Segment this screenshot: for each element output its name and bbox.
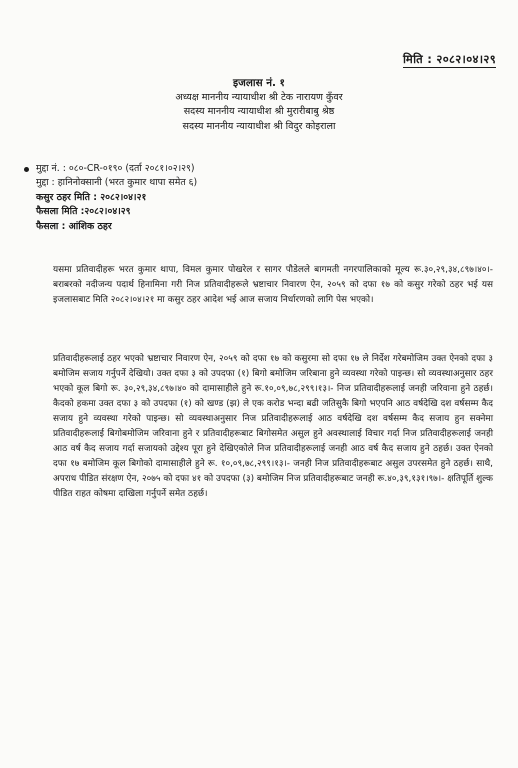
- document-date-text: मिति : २०८२।०४।२९: [402, 52, 496, 66]
- case-subject: मुद्दा : हानिनोक्सानी (भरत कुमार थापा समेत ६): [36, 177, 198, 189]
- paragraph-sentencing: प्रतिवादीहरूलाई ठहर भएको भ्रष्टाचार निवारण ऐन, २०५९ को दफा १७ को कसुरमा सो दफा १७ ले निर्देश गरेबमोजिम उक्त ऐनको दफा ३ बमोजिम सजाय गर्नुपर्ने देखियो। उक्त दफा ३ को उपदफा (१) बिगो बमोजिम जरिबाना हुने व्यवस्था गरेको पाइन्छ। सो व्यवस्थाअनुसार ठहर भएको कूल बिगो रू. ३०,२९,३४,८९७।४० को दामासाहीले हुने रू.१०,०९,७८,२९९।१३।- निज प्रतिवादीहरूलाई जनही जरिवाना हुने ठहर्छ। कैदको हकमा उक्त दफा ३ को उपदफा (१) को खण्ड (झ) ले एक करोड भन्दा बढी जतिसुकै बिगो भएपनि आठ वर्षदेखि दश वर्षसम्म कैद सजाय हुने व्यवस्था गरेको पाइन्छ। सो व्यवस्थाअनुसार निज प्रतिवादीहरूलाई आठ वर्षदेखि दश वर्षसम्म कैद सजाय हुन सक्नेमा प्रतिवादीहरूलाई बिगोबमोजिम जरिवाना हुने र प्रतिवादीहरूबाट बिगोसमेत असुल हुने अवस्थालाई विचार गर्दा निज प्रतिवादीहरूलाई जनही आठ वर्ष कैद सजाय गर्दा सजायको उद्देश्य पूरा हुने देखिएकोले निज प्रतिवादीहरूलाई जनही आठ वर्ष कैद सजाय हुने ठहर्छ। उक्त ऐनको दफा १७ बमोजिम कूल बिगोको दामासाहीले हुने रू. १०,०९,७८,२९९।१३।- जनही निज प्रतिवादीहरूबाट असुल उपरसमेत हुने ठहर्छ। साथै, अपराध पीडित संरक्षण ऐन, २०७५ को दफा ४१ को उपदफा (३) बमोजिम निज प्रतिवादीहरूबाट जनही रू.४०,३९,१३१।९७।- क्षतिपूर्ति शुल्क पीडित राहत कोषमा दाखिला गर्नुपर्ने समेत ठहर्छ।: [53, 354, 493, 499]
- verdict-date: फैसला मिति :२०८२।०४।२९: [36, 206, 131, 218]
- guilty-date: कसुर ठहर मिति : २०८२।०४।२१: [36, 191, 147, 203]
- verdict-result: फैसला : आंशिक ठहर: [36, 220, 112, 232]
- judge-member-1: सदस्य माननीय न्यायाधीश श्री मुरारीबाबु श्रेष्ठ: [183, 106, 335, 118]
- judge-presiding: अध्यक्ष माननीय न्यायाधीश श्री टेक नारायण कुँवर: [175, 91, 343, 103]
- bench-composition: [0, 76, 518, 134]
- case-number-row: [36, 162, 496, 176]
- document-date: [403, 52, 496, 67]
- case-details: [36, 162, 496, 234]
- judge-member-2: सदस्य माननीय न्यायाधीश श्री विदुर कोइराला: [182, 120, 336, 132]
- bullet-icon: [24, 167, 29, 172]
- bench-title: इजलास नं. १: [233, 77, 285, 89]
- paragraph-background: यसमा प्रतिवादीहरू भरत कुमार थापा, विमल कुमार पोखरेल र सागर पौडेलले बागमती नगरपालिकाको मूल्य रू.३०,२९,३४,८९७।४०।- बराबरको नदीजन्य पदार्थ हिनामिना गरी निज प्रतिवादीहरूले भ्रष्टाचार निवारण ऐन, २०५९ को दफा १७ को कसुर गरेको ठहर भई यस इजलासबाट मिति २०८२।०४।२१ मा कसुर ठहर आदेश भई आज सजाय निर्धारणको लागि पेस भएको।: [53, 265, 493, 305]
- case-number: मुद्दा नं. : ०८०-CR-०१९० (दर्ता २०८१।०२।२९): [36, 163, 195, 174]
